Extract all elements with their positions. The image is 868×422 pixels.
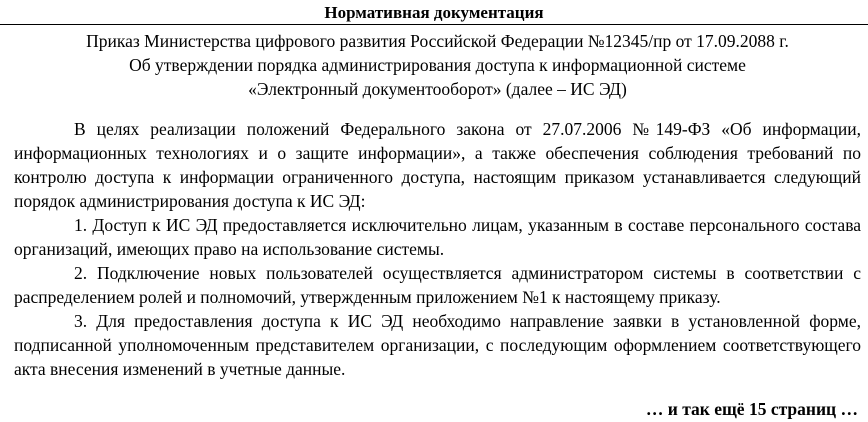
list-item-1: 1. Доступ к ИС ЭД предоставляется исключительно лицам, указанным в составе персонального состава организаций, имеющих право на использование системы. xyxy=(14,215,861,259)
document-title-line-3: «Электронный документооборот» (далее – ИС ЭД) xyxy=(248,79,627,99)
list-item-2: 2. Подключение новых пользователей осуществляется администратором системы в соответствии с распределением ролей и полномочий, утвержденным приложением №1 к настоящему приказу. xyxy=(14,263,861,307)
document-title-line-2: Об утверждении порядка администрирования доступа к информационной системе xyxy=(129,55,746,75)
list-item-3: 3. Для предоставления доступа к ИС ЭД необходимо направление заявки в установленной форме, подписанной уполномоченным представителем организации, с последующим оформлением соответствующего акта внесения изменений в учетные данные. xyxy=(14,311,861,379)
document-body xyxy=(14,117,861,381)
preamble-paragraph: В целях реализации положений Федерального закона от 27.07.2006 №149-ФЗ «Об информации, информационных технологиях и о защите информации», а также обеспечения соблюдения требований по контролю доступа к информации ограниченного доступа, настоящим приказом устанавливается следующий порядок администрирования доступа к ИС ЭД: xyxy=(14,119,861,211)
document-title xyxy=(14,29,861,101)
page-header-title: Нормативная документация xyxy=(0,0,868,25)
continuation-note: … и так ещё 15 страниц … xyxy=(645,399,858,419)
document-title-line-1: Приказ Министерства цифрового развития Российской Федерации №12345/пр от 17.09.2088 г. xyxy=(86,31,789,51)
